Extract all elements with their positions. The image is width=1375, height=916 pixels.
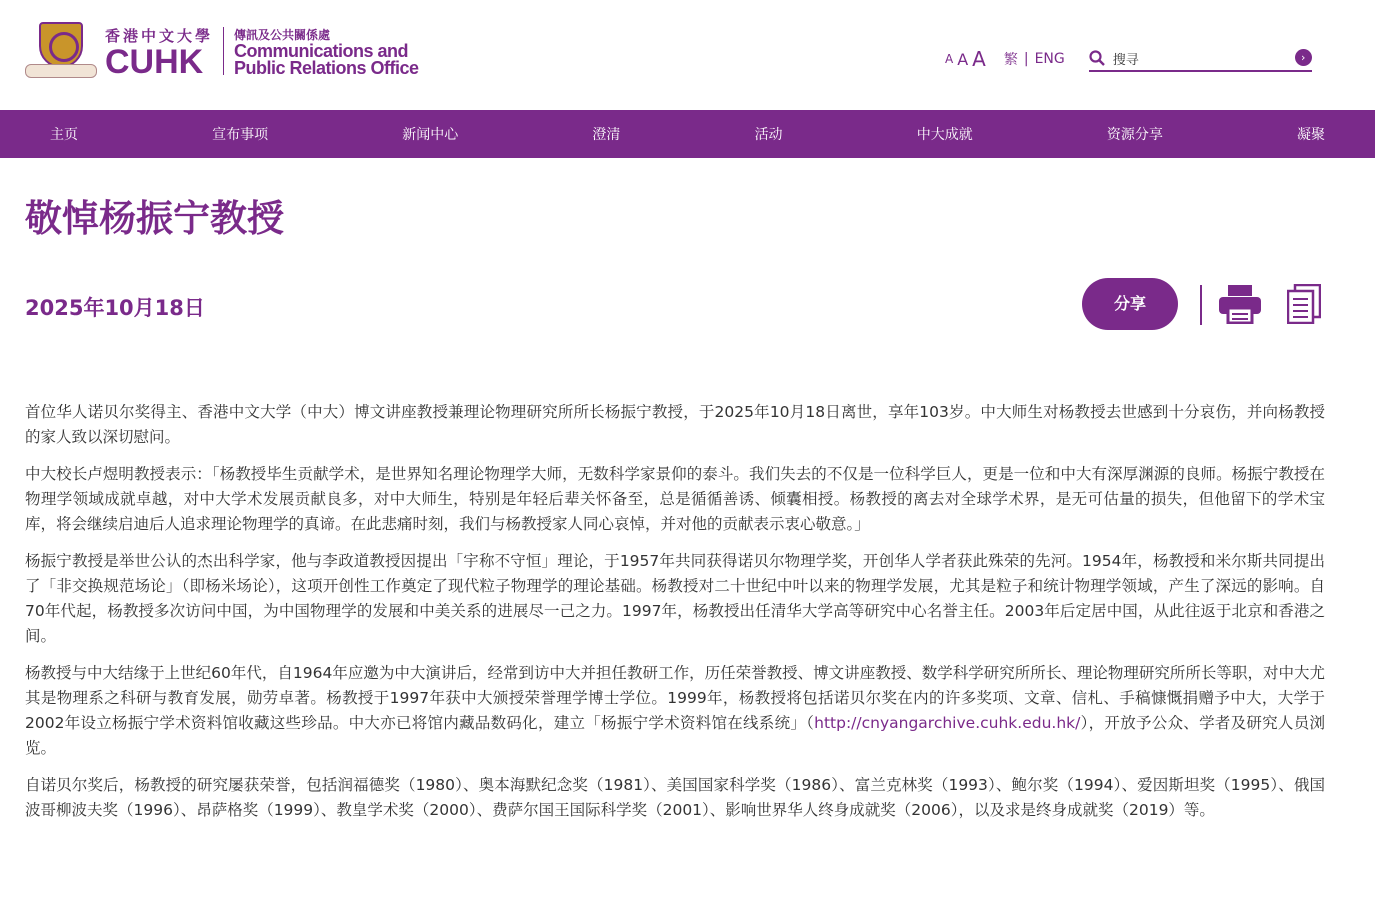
paragraph-4 (25, 661, 1325, 761)
site-header (0, 0, 1375, 110)
nav-news-centre[interactable]: 新闻中心 (402, 127, 459, 143)
office-cn: 傳訊及公共關係處 (234, 27, 331, 42)
page-title: 敬悼杨振宁教授 (25, 197, 284, 240)
lang-separator: | (1023, 51, 1029, 67)
paragraph-3: 杨振宁教授是举世公认的杰出科学家，他与李政道教授因提出「宇称不守恒」理论，于1957年共同获得诺贝尔物理学奖，开创华人学者获此殊荣的先河。1954年，杨教授和米尔斯共同提出了「非交换规范场论」（即杨米场论），这项开创性工作奠定了现代粒子物理学的理论基础。杨教授对二十世纪中叶以来的物理学发展，尤其是粒子和统计物理学领域，产生了深远的影响。自70年代起，杨教授多次访问中国，为中国物理学的发展和中美关系的进展尽一己之力。1997年，杨教授出任清华大学高等研究中心名誉主任。2003年后定居中国，从此往返于北京和香港之间。 (25, 552, 1325, 645)
nav-achievements[interactable]: 中大成就 (916, 127, 973, 143)
font-size-large[interactable]: A (972, 47, 986, 71)
logo-en: CUHK (105, 42, 204, 81)
cuhk-logo[interactable] (25, 22, 419, 80)
search-box (1089, 46, 1312, 72)
paragraph-2: 中大校长卢煜明教授表示：「杨教授毕生贡献学术，是世界知名理论物理学大师，无数科学家景仰的泰斗。我们失去的不仅是一位科学巨人，更是一位和中大有深厚渊源的良师。杨振宁教授在物理学领域成就卓越，对中大学术发展贡献良多，对中大师生，特别是年轻后辈关怀备至，总是循循善诱、倾囊相授。杨教授的离去对全球学术界，是无可估量的损失，但他留下的学术宝库，将会继续启迪后人追求理论物理学的真谛。在此悲痛时刻，我们与杨教授家人同心哀悼，并对他的贡献表示衷心敬意。」 (25, 465, 1325, 533)
cuhk-crest-icon (25, 22, 97, 80)
nav-resources[interactable]: 资源分享 (1106, 127, 1163, 143)
share-button[interactable]: 分享 (1082, 278, 1178, 330)
paragraph-4-text-a: 杨教授与中大结缘于上世纪60年代，自1964年应邀为中大演讲后，经常到访中大并担任教研工作，历任荣誉教授、博文讲座教授、数学科学研究所所长、理论物理研究所所长等职，对中大尤其是物理系之科研与教育发展，勋劳卓著。杨教授于1997年获中大颁授荣誉理学博士学位。1999年，杨教授将包括诺贝尔奖在内的许多奖项、文章、信札、手稿慷慨捐赠予中大，大学于2002年设立杨振宁学术资料馆收藏这些珍品。中大亦已将馆内藏品数码化，建立「杨振宁学术资料馆在线系统」（ (25, 664, 1325, 732)
article-body (25, 400, 1325, 835)
archive-link[interactable]: http://cnyangarchive.cuhk.edu.hk/ (814, 714, 1081, 732)
nav-home[interactable]: 主页 (50, 127, 78, 143)
nav-announcements[interactable]: 宣布事项 (212, 127, 269, 143)
office-en-1: Communications and (234, 40, 409, 61)
nav-together[interactable]: 凝聚 (1296, 127, 1325, 143)
search-icon[interactable] (1089, 50, 1105, 66)
office-en-2: Public Relations Office (234, 57, 419, 78)
font-size-medium[interactable]: A (957, 49, 969, 69)
paragraph-1: 首位华人诺贝尔奖得主、香港中文大学（中大）博文讲座教授兼理论物理研究所所长杨振宁教授，于2025年10月18日离世，享年103岁。中大师生对杨教授去世感到十分哀伤，并向杨教授的家人致以深切慰问。 (25, 403, 1325, 446)
logo-cn: 香港中文大學 (105, 26, 214, 45)
search-input[interactable] (1113, 51, 1283, 66)
article-date: 2025年10月18日 (25, 296, 205, 320)
font-size-small[interactable]: A (945, 52, 954, 66)
print-icon[interactable] (1218, 284, 1262, 324)
lang-english[interactable]: ENG (1034, 51, 1065, 67)
paragraph-4-text-b: ），开放予公众、学者及研究人员浏览。 (25, 714, 1325, 757)
action-divider (1200, 285, 1202, 325)
lang-traditional[interactable]: 繁 (1003, 52, 1018, 68)
nav-clarifications[interactable]: 澄清 (592, 127, 621, 143)
logo-divider (223, 27, 224, 75)
main-nav (0, 110, 1375, 158)
search-submit-arrow-icon[interactable]: › (1295, 49, 1312, 66)
copy-icon[interactable] (1287, 284, 1321, 324)
paragraph-5: 自诺贝尔奖后，杨教授的研究屡获荣誉，包括润福德奖（1980）、奥本海默纪念奖（1981）、美国国家科学奖（1986）、富兰克林奖（1993）、鲍尔奖（1994）、爱因斯坦奖（1995）、俄国波哥柳波夫奖（1996）、昂萨格奖（1999）、教皇学术奖（2000）、费萨尔国王国际科学奖（2001）、影响世界华人终身成就奖（2006），以及求是终身成就奖（2019）等。 (25, 776, 1325, 819)
nav-events[interactable]: 活动 (754, 127, 783, 143)
